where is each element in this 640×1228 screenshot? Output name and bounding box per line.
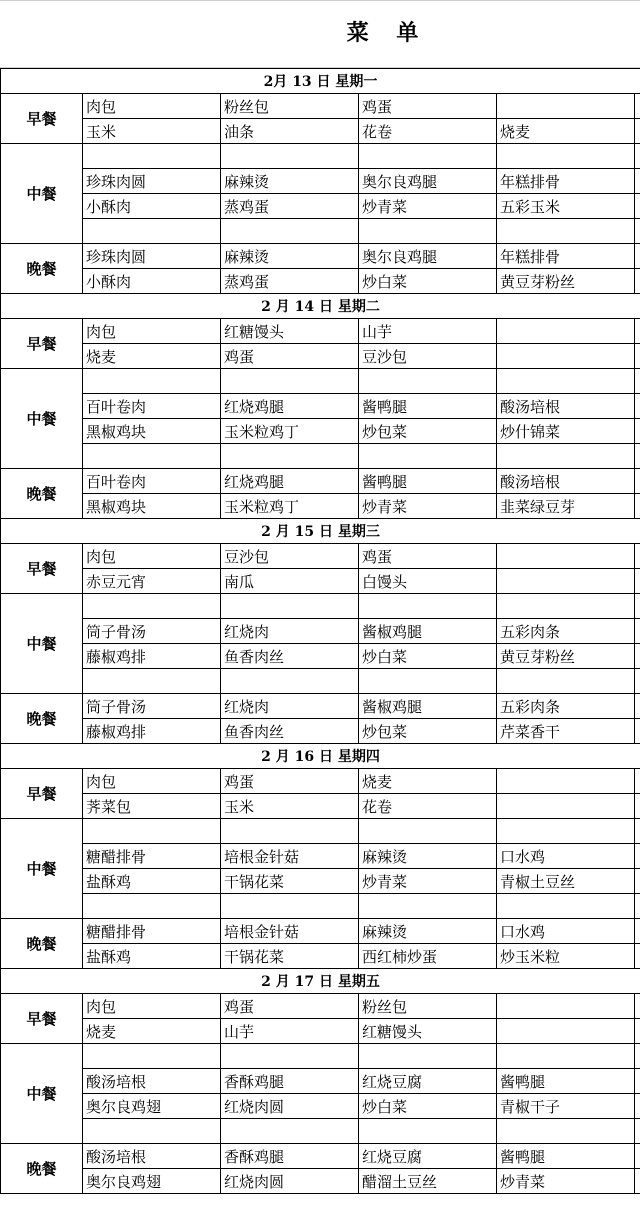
edge-cell <box>635 544 640 569</box>
table-row <box>1 569 640 594</box>
dish-cell: 赤豆元宵 <box>83 569 221 594</box>
edge-cell <box>635 244 640 269</box>
dish-cell: 芹菜香干 <box>497 719 635 744</box>
edge-cell <box>635 569 640 594</box>
dish-cell: 炒青菜 <box>497 1169 635 1194</box>
dish-cell: 黄豆芽粉丝 <box>497 644 635 669</box>
dish-cell: 百叶卷肉 <box>83 469 221 494</box>
date-row <box>1 69 640 94</box>
table-row <box>1 319 640 344</box>
dish-cell <box>83 894 221 919</box>
dish-cell <box>497 544 635 569</box>
dish-cell: 香酥鸡腿 <box>221 1069 359 1094</box>
dish-cell: 玉米粒鸡丁 <box>221 419 359 444</box>
dish-cell: 炒青菜 <box>359 869 497 894</box>
table-row <box>1 194 640 219</box>
dish-cell: 红烧肉 <box>221 619 359 644</box>
edge-cell <box>635 419 640 444</box>
dish-cell: 酱椒鸡腿 <box>359 694 497 719</box>
table-row <box>1 944 640 969</box>
dish-cell: 豆沙包 <box>359 344 497 369</box>
dish-cell: 山芋 <box>359 319 497 344</box>
edge-cell <box>635 919 640 944</box>
edge-cell <box>635 794 640 819</box>
dish-cell <box>359 819 497 844</box>
dish-cell: 口水鸡 <box>497 844 635 869</box>
dish-cell: 年糕排骨 <box>497 169 635 194</box>
dish-cell: 炒青菜 <box>359 194 497 219</box>
dish-cell: 麻辣烫 <box>221 169 359 194</box>
dish-cell: 肉包 <box>83 769 221 794</box>
edge-cell <box>635 619 640 644</box>
dish-cell <box>497 994 635 1019</box>
table-row <box>1 644 640 669</box>
meal-label-lunch: 中餐 <box>1 144 83 244</box>
dish-cell: 干锅花菜 <box>221 869 359 894</box>
table-row <box>1 394 640 419</box>
dish-cell: 五彩肉条 <box>497 694 635 719</box>
dish-cell: 白馒头 <box>359 569 497 594</box>
dish-cell: 酸汤培根 <box>497 469 635 494</box>
dish-cell: 花卷 <box>359 119 497 144</box>
edge-cell <box>635 769 640 794</box>
date-row <box>1 519 640 544</box>
table-row <box>1 144 640 169</box>
dish-cell <box>221 1119 359 1144</box>
table-row <box>1 869 640 894</box>
edge-cell <box>635 119 640 144</box>
dish-cell <box>83 444 221 469</box>
meal-label-lunch: 中餐 <box>1 819 83 919</box>
dish-cell: 百叶卷肉 <box>83 394 221 419</box>
dish-cell: 烧麦 <box>83 344 221 369</box>
date-row <box>1 744 640 769</box>
dish-cell: 酸汤培根 <box>83 1144 221 1169</box>
edge-cell <box>635 194 640 219</box>
dish-cell: 糖醋排骨 <box>83 919 221 944</box>
dish-cell: 红糖馒头 <box>359 1019 497 1044</box>
dish-cell: 红烧肉圆 <box>221 1094 359 1119</box>
dish-cell: 酸汤培根 <box>83 1069 221 1094</box>
meal-label-dinner: 晚餐 <box>1 469 83 519</box>
dish-cell: 筒子骨汤 <box>83 619 221 644</box>
table-row <box>1 1044 640 1069</box>
dish-cell <box>221 894 359 919</box>
dish-cell <box>359 669 497 694</box>
table-row <box>1 1144 640 1169</box>
dish-cell: 奥尔良鸡腿 <box>359 169 497 194</box>
dish-cell <box>497 594 635 619</box>
dish-cell: 山芋 <box>221 1019 359 1044</box>
date-header: 2 月 14 日 星期二 <box>1 294 640 319</box>
dish-cell <box>497 444 635 469</box>
edge-cell <box>635 869 640 894</box>
menu-table <box>0 68 640 1194</box>
dish-cell: 鱼香肉丝 <box>221 644 359 669</box>
dish-cell: 炒白菜 <box>359 1094 497 1119</box>
edge-cell <box>635 169 640 194</box>
table-row <box>1 1094 640 1119</box>
edge-cell <box>635 944 640 969</box>
dish-cell: 红烧豆腐 <box>359 1144 497 1169</box>
dish-cell: 黑椒鸡块 <box>83 419 221 444</box>
meal-label-dinner: 晚餐 <box>1 694 83 744</box>
table-row <box>1 1119 640 1144</box>
date-header: 2 月 15 日 星期三 <box>1 519 640 544</box>
meal-label-lunch: 中餐 <box>1 594 83 694</box>
dish-cell: 玉米 <box>83 119 221 144</box>
dish-cell <box>497 94 635 119</box>
meal-label-breakfast: 早餐 <box>1 769 83 819</box>
meal-label-breakfast: 早餐 <box>1 319 83 369</box>
dish-cell <box>497 819 635 844</box>
title-box <box>0 0 640 68</box>
table-row <box>1 1019 640 1044</box>
dish-cell: 盐酥鸡 <box>83 869 221 894</box>
dish-cell: 鱼香肉丝 <box>221 719 359 744</box>
dish-cell: 年糕排骨 <box>497 244 635 269</box>
edge-cell <box>635 469 640 494</box>
date-row <box>1 969 640 994</box>
edge-cell <box>635 594 640 619</box>
table-row <box>1 494 640 519</box>
dish-cell: 盐酥鸡 <box>83 944 221 969</box>
table-row <box>1 544 640 569</box>
dish-cell <box>83 144 221 169</box>
dish-cell <box>359 1119 497 1144</box>
dish-cell <box>497 1119 635 1144</box>
meal-label-lunch: 中餐 <box>1 1044 83 1144</box>
edge-cell <box>635 94 640 119</box>
dish-cell <box>359 894 497 919</box>
table-row <box>1 94 640 119</box>
dish-cell: 红烧肉 <box>221 694 359 719</box>
dish-cell <box>359 1044 497 1069</box>
dish-cell: 奥尔良鸡腿 <box>359 244 497 269</box>
dish-cell: 口水鸡 <box>497 919 635 944</box>
dish-cell: 筒子骨汤 <box>83 694 221 719</box>
dish-cell: 红烧鸡腿 <box>221 469 359 494</box>
table-row <box>1 1069 640 1094</box>
table-row <box>1 219 640 244</box>
dish-cell: 蒸鸡蛋 <box>221 269 359 294</box>
table-row <box>1 894 640 919</box>
table-row <box>1 994 640 1019</box>
edge-cell <box>635 894 640 919</box>
dish-cell <box>83 669 221 694</box>
dish-cell: 粉丝包 <box>221 94 359 119</box>
edge-cell <box>635 219 640 244</box>
edge-cell <box>635 369 640 394</box>
dish-cell <box>497 1044 635 1069</box>
dish-cell <box>83 1119 221 1144</box>
dish-cell: 酱鸭腿 <box>497 1144 635 1169</box>
table-row <box>1 469 640 494</box>
dish-cell: 麻辣烫 <box>221 244 359 269</box>
meal-label-breakfast: 早餐 <box>1 544 83 594</box>
dish-cell <box>221 444 359 469</box>
edge-cell <box>635 344 640 369</box>
edge-cell <box>635 669 640 694</box>
dish-cell: 肉包 <box>83 94 221 119</box>
table-row <box>1 169 640 194</box>
dish-cell: 五彩肉条 <box>497 619 635 644</box>
dish-cell: 小酥肉 <box>83 194 221 219</box>
dish-cell <box>497 219 635 244</box>
dish-cell: 炒白菜 <box>359 269 497 294</box>
dish-cell <box>359 369 497 394</box>
table-row <box>1 794 640 819</box>
dish-cell <box>221 369 359 394</box>
dish-cell <box>221 144 359 169</box>
dish-cell: 酸汤培根 <box>497 394 635 419</box>
table-row <box>1 619 640 644</box>
dish-cell <box>497 569 635 594</box>
dish-cell <box>221 219 359 244</box>
meal-label-breakfast: 早餐 <box>1 994 83 1044</box>
dish-cell: 炒包菜 <box>359 719 497 744</box>
dish-cell: 鸡蛋 <box>359 544 497 569</box>
edge-cell <box>635 394 640 419</box>
edge-cell <box>635 494 640 519</box>
dish-cell: 青椒土豆丝 <box>497 869 635 894</box>
dish-cell: 珍珠肉圆 <box>83 244 221 269</box>
edge-cell <box>635 1069 640 1094</box>
edge-cell <box>635 694 640 719</box>
dish-cell: 珍珠肉圆 <box>83 169 221 194</box>
dish-cell <box>497 669 635 694</box>
edge-cell <box>635 1044 640 1069</box>
date-header: 2 月 16 日 星期四 <box>1 744 640 769</box>
table-row <box>1 669 640 694</box>
table-row <box>1 444 640 469</box>
dish-cell: 炒什锦菜 <box>497 419 635 444</box>
meal-label-dinner: 晚餐 <box>1 1144 83 1194</box>
dish-cell <box>497 319 635 344</box>
page-title: 菜 单 <box>346 21 429 46</box>
dish-cell <box>497 344 635 369</box>
dish-cell: 炒青菜 <box>359 494 497 519</box>
meal-label-breakfast: 早餐 <box>1 94 83 144</box>
dish-cell <box>83 819 221 844</box>
dish-cell <box>83 1044 221 1069</box>
dish-cell: 醋溜土豆丝 <box>359 1169 497 1194</box>
edge-cell <box>635 444 640 469</box>
dish-cell <box>359 444 497 469</box>
table-row <box>1 844 640 869</box>
dish-cell: 油条 <box>221 119 359 144</box>
dish-cell <box>359 144 497 169</box>
dish-cell: 南瓜 <box>221 569 359 594</box>
dish-cell: 干锅花菜 <box>221 944 359 969</box>
dish-cell: 黑椒鸡块 <box>83 494 221 519</box>
dish-cell: 粉丝包 <box>359 994 497 1019</box>
dish-cell: 奥尔良鸡翅 <box>83 1094 221 1119</box>
date-row <box>1 294 640 319</box>
dish-cell: 肉包 <box>83 319 221 344</box>
table-row <box>1 119 640 144</box>
edge-cell <box>635 1169 640 1194</box>
dish-cell: 烧麦 <box>83 1019 221 1044</box>
dish-cell: 培根金针菇 <box>221 919 359 944</box>
dish-cell: 鸡蛋 <box>221 344 359 369</box>
dish-cell: 花卷 <box>359 794 497 819</box>
edge-cell <box>635 819 640 844</box>
dish-cell <box>497 769 635 794</box>
dish-cell: 青椒干子 <box>497 1094 635 1119</box>
edge-cell <box>635 319 640 344</box>
dish-cell: 红糖馒头 <box>221 319 359 344</box>
table-row <box>1 244 640 269</box>
dish-cell: 麻辣烫 <box>359 844 497 869</box>
table-row <box>1 694 640 719</box>
table-row <box>1 919 640 944</box>
table-row <box>1 344 640 369</box>
dish-cell: 玉米粒鸡丁 <box>221 494 359 519</box>
dish-cell: 荠菜包 <box>83 794 221 819</box>
dish-cell: 烧麦 <box>359 769 497 794</box>
dish-cell: 炒玉米粒 <box>497 944 635 969</box>
dish-cell: 韭菜绿豆芽 <box>497 494 635 519</box>
table-row <box>1 594 640 619</box>
dish-cell: 炒包菜 <box>359 419 497 444</box>
dish-cell <box>497 144 635 169</box>
dish-cell: 五彩玉米 <box>497 194 635 219</box>
dish-cell: 酱鸭腿 <box>359 469 497 494</box>
dish-cell: 红烧豆腐 <box>359 1069 497 1094</box>
dish-cell <box>221 819 359 844</box>
edge-cell <box>635 144 640 169</box>
edge-cell <box>635 994 640 1019</box>
dish-cell: 小酥肉 <box>83 269 221 294</box>
edge-cell <box>635 1144 640 1169</box>
date-header: 2月 13 日 星期一 <box>1 69 640 94</box>
table-row <box>1 819 640 844</box>
dish-cell: 酱鸭腿 <box>359 394 497 419</box>
dish-cell <box>359 219 497 244</box>
edge-cell <box>635 1019 640 1044</box>
dish-cell <box>359 594 497 619</box>
dish-cell <box>83 369 221 394</box>
dish-cell <box>221 594 359 619</box>
dish-cell: 藤椒鸡排 <box>83 644 221 669</box>
dish-cell: 鸡蛋 <box>359 94 497 119</box>
dish-cell: 烧麦 <box>497 119 635 144</box>
edge-cell <box>635 269 640 294</box>
table-row <box>1 769 640 794</box>
dish-cell: 西红柿炒蛋 <box>359 944 497 969</box>
dish-cell <box>83 219 221 244</box>
dish-cell <box>221 1044 359 1069</box>
edge-cell <box>635 1094 640 1119</box>
meal-label-lunch: 中餐 <box>1 369 83 469</box>
dish-cell: 培根金针菇 <box>221 844 359 869</box>
dish-cell: 香酥鸡腿 <box>221 1144 359 1169</box>
dish-cell <box>497 369 635 394</box>
table-row <box>1 269 640 294</box>
dish-cell: 麻辣烫 <box>359 919 497 944</box>
table-row <box>1 719 640 744</box>
dish-cell: 豆沙包 <box>221 544 359 569</box>
date-header: 2 月 17 日 星期五 <box>1 969 640 994</box>
dish-cell: 酱鸭腿 <box>497 1069 635 1094</box>
dish-cell: 肉包 <box>83 994 221 1019</box>
dish-cell <box>497 894 635 919</box>
dish-cell: 鸡蛋 <box>221 994 359 1019</box>
edge-cell <box>635 644 640 669</box>
dish-cell <box>83 594 221 619</box>
edge-cell <box>635 844 640 869</box>
dish-cell: 红烧鸡腿 <box>221 394 359 419</box>
dish-cell: 蒸鸡蛋 <box>221 194 359 219</box>
dish-cell: 鸡蛋 <box>221 769 359 794</box>
dish-cell: 藤椒鸡排 <box>83 719 221 744</box>
meal-label-dinner: 晚餐 <box>1 244 83 294</box>
dish-cell: 糖醋排骨 <box>83 844 221 869</box>
dish-cell: 炒白菜 <box>359 644 497 669</box>
table-row <box>1 369 640 394</box>
dish-cell: 玉米 <box>221 794 359 819</box>
dish-cell: 红烧肉圆 <box>221 1169 359 1194</box>
edge-cell <box>635 1119 640 1144</box>
meal-label-dinner: 晚餐 <box>1 919 83 969</box>
dish-cell: 奥尔良鸡翅 <box>83 1169 221 1194</box>
edge-cell <box>635 719 640 744</box>
dish-cell: 肉包 <box>83 544 221 569</box>
dish-cell <box>497 794 635 819</box>
table-row <box>1 419 640 444</box>
table-row <box>1 1169 640 1194</box>
dish-cell <box>497 1019 635 1044</box>
dish-cell: 酱椒鸡腿 <box>359 619 497 644</box>
dish-cell <box>221 669 359 694</box>
dish-cell: 黄豆芽粉丝 <box>497 269 635 294</box>
